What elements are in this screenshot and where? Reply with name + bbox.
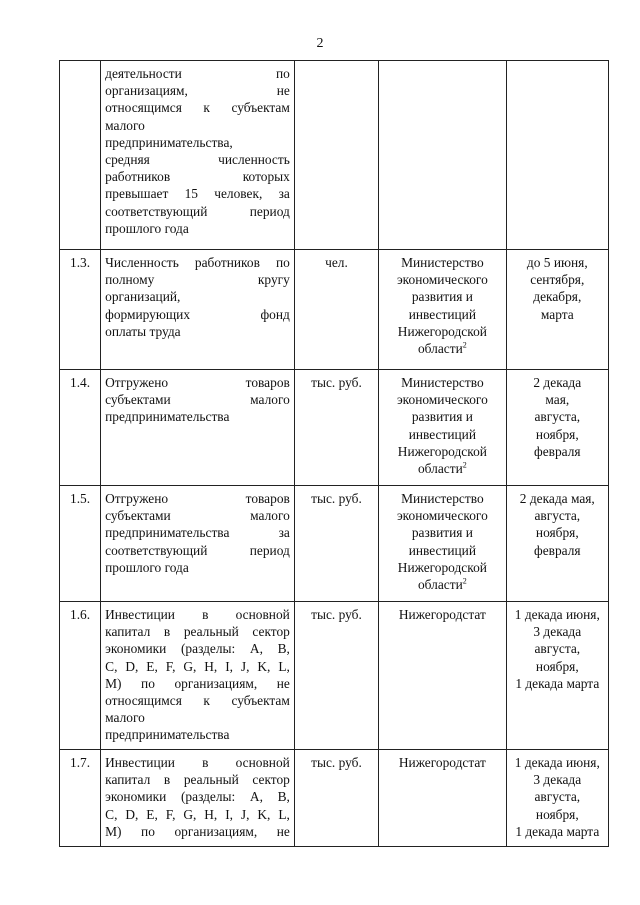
indicator-name-line: Инвестиции в основной [105, 755, 290, 770]
indicator-name-line: организаций, [105, 289, 181, 305]
indicator-name-line: полному кругу [105, 272, 290, 288]
source-line [383, 606, 501, 623]
source-line [383, 443, 501, 460]
source-line [383, 374, 501, 391]
deadline-line: до 5 июня, [526, 255, 588, 270]
indicator-name-line: предпринимательства, [105, 134, 233, 150]
source-line-text: области [417, 577, 463, 593]
deadline-cell [506, 250, 608, 370]
deadline-cell [506, 486, 608, 602]
source-line [383, 306, 501, 323]
source-line [383, 490, 501, 507]
table-row [60, 602, 609, 750]
source-line [383, 340, 501, 357]
indicator-name-cell [101, 602, 295, 750]
indicator-name-line: субъектами малого [105, 392, 290, 408]
row-number-cell: 1.7. [60, 750, 101, 847]
indicator-name-line: относящимся к субъектам [105, 100, 290, 116]
source-line-text: Нижегородстат [398, 607, 486, 622]
indicator-name-line: предпринимательства [105, 409, 230, 425]
table-row [60, 486, 609, 602]
deadline-line: ноября, [535, 525, 579, 541]
source-line [383, 271, 501, 288]
indicator-name-line: Отгружено товаров [105, 491, 290, 506]
source-line-text: Нижегородской [397, 323, 487, 339]
indicator-name-line: прошлого года [105, 559, 189, 575]
indicator-name-line: организациям, не [105, 83, 290, 99]
source-line [383, 507, 501, 524]
indicator-name-line: капитал в реальный сектор [105, 624, 290, 640]
deadline-line: 3 декада [533, 624, 582, 640]
deadline-line: августа, [534, 641, 581, 657]
source-cell [379, 602, 506, 750]
source-line [383, 460, 501, 477]
deadline-line: 2 декада [533, 375, 582, 390]
indicator-name-line: деятельности по [105, 66, 290, 81]
deadline-line: 2 декада мая, [519, 491, 595, 506]
indicator-name-line: соответствующий период [105, 203, 290, 219]
source-line [383, 323, 501, 340]
source-line-text: Нижегородстат [398, 755, 486, 770]
unit-cell: тыс. руб. [294, 602, 378, 750]
source-line [383, 288, 501, 305]
indicator-name-line: малого [105, 710, 145, 726]
footnote-marker: 2 [462, 340, 467, 350]
row-number-cell: 1.4. [60, 370, 101, 486]
source-line [383, 391, 501, 408]
deadline-line: августа, [534, 409, 581, 425]
indicator-name-line: C, D, E, F, G, H, I, J, K, L, [105, 658, 290, 674]
source-line-text: Министерство [401, 375, 484, 390]
footnote-marker: 2 [462, 576, 467, 586]
indicator-name-cell [101, 61, 295, 250]
deadline-cell [506, 750, 608, 847]
deadline-line: декабря, [533, 289, 582, 305]
indicator-name-line: экономики (разделы: A, B, [105, 641, 290, 657]
deadline-line: ноября, [535, 806, 579, 822]
deadline-line: ноября, [535, 658, 579, 674]
source-cell [379, 750, 506, 847]
row-number-cell [60, 61, 101, 250]
deadline-cell [506, 370, 608, 486]
deadline-cell [506, 602, 608, 750]
source-cell [379, 486, 506, 602]
indicator-name-line: предпринимательства [105, 727, 230, 743]
deadline-line: августа, [534, 789, 581, 805]
source-line-text: Нижегородской [397, 443, 487, 459]
deadline-line: сентября, [530, 272, 585, 288]
indicator-name-line: капитал в реальный сектор [105, 772, 290, 788]
footnote-marker: 2 [462, 460, 467, 470]
source-cell [379, 370, 506, 486]
source-line-text: развития и [411, 525, 473, 541]
source-line-text: развития и [411, 409, 473, 425]
source-line [383, 576, 501, 593]
table-row [60, 61, 609, 250]
source-line-text: Министерство [401, 491, 484, 506]
source-line-text: экономического [396, 508, 488, 524]
row-number-cell: 1.6. [60, 602, 101, 750]
indicator-name-line: оплаты труда [105, 323, 181, 339]
indicator-name-cell [101, 750, 295, 847]
row-number-cell: 1.5. [60, 486, 101, 602]
indicator-name-line: предпринимательства за [105, 525, 290, 541]
source-cell [379, 250, 506, 370]
table-row [60, 750, 609, 847]
deadline-line: 3 декада [533, 772, 582, 788]
indicator-name-line: Отгружено товаров [105, 375, 290, 390]
unit-cell: чел. [294, 250, 378, 370]
source-line-text: экономического [396, 392, 488, 408]
unit-cell: тыс. руб. [294, 486, 378, 602]
source-cell [379, 61, 506, 250]
deadline-line: февраля [534, 443, 581, 459]
source-line-text: Нижегородской [397, 559, 487, 575]
source-line [383, 426, 501, 443]
source-line-text: инвестиций [408, 426, 477, 442]
source-line [383, 542, 501, 559]
source-line-text: инвестиций [408, 542, 477, 558]
indicator-name-line: формирующих фонд [105, 306, 290, 322]
deadline-line: 1 декада марта [515, 675, 600, 691]
indicator-name-line: C, D, E, F, G, H, I, J, K, L, [105, 806, 290, 822]
indicator-name-line: относящимся к субъектам [105, 693, 290, 709]
source-line [383, 754, 501, 771]
indicator-name-line: превышает 15 человек, за [105, 186, 290, 202]
table-row [60, 250, 609, 370]
indicator-name-line: Инвестиции в основной [105, 607, 290, 622]
deadline-cell [506, 61, 608, 250]
indicator-name-line: субъектами малого [105, 508, 290, 524]
indicator-name-cell [101, 486, 295, 602]
indicators-table [59, 60, 609, 847]
source-line-text: области [417, 461, 463, 477]
deadline-line: 1 декада июня, [514, 755, 600, 770]
indicator-name-line: малого [105, 117, 145, 133]
source-line [383, 524, 501, 541]
indicator-name-line: экономики (разделы: A, B, [105, 789, 290, 805]
unit-cell: тыс. руб. [294, 370, 378, 486]
indicator-name-cell [101, 370, 295, 486]
indicator-name-line: M) по организациям, не [105, 823, 290, 839]
row-number-cell: 1.3. [60, 250, 101, 370]
source-line [383, 408, 501, 425]
deadline-line: февраля [534, 542, 581, 558]
deadline-line: марта [540, 306, 574, 322]
deadline-line: мая, [545, 392, 570, 408]
indicator-name-line: средняя численность [105, 152, 290, 168]
indicator-name-line: работников которых [105, 169, 290, 185]
source-line [383, 254, 501, 271]
deadline-line: ноября, [535, 426, 579, 442]
table-row [60, 370, 609, 486]
source-line-text: развития и [411, 289, 473, 305]
indicator-name-line: Численность работников по [105, 255, 290, 270]
source-line-text: экономического [396, 272, 488, 288]
deadline-line: 1 декада марта [515, 823, 600, 839]
indicator-name-line: прошлого года [105, 220, 189, 236]
deadline-line: августа, [534, 508, 581, 524]
source-line-text: инвестиций [408, 306, 477, 322]
source-line [383, 559, 501, 576]
deadline-line: 1 декада июня, [514, 607, 600, 622]
unit-cell: тыс. руб. [294, 750, 378, 847]
source-line-text: области [417, 341, 463, 357]
indicator-name-line: соответствующий период [105, 542, 290, 558]
indicator-name-line: M) по организациям, не [105, 675, 290, 691]
indicator-name-cell [101, 250, 295, 370]
page-number: 2 [316, 36, 324, 51]
source-line-text: Министерство [401, 255, 484, 270]
unit-cell [294, 61, 378, 250]
